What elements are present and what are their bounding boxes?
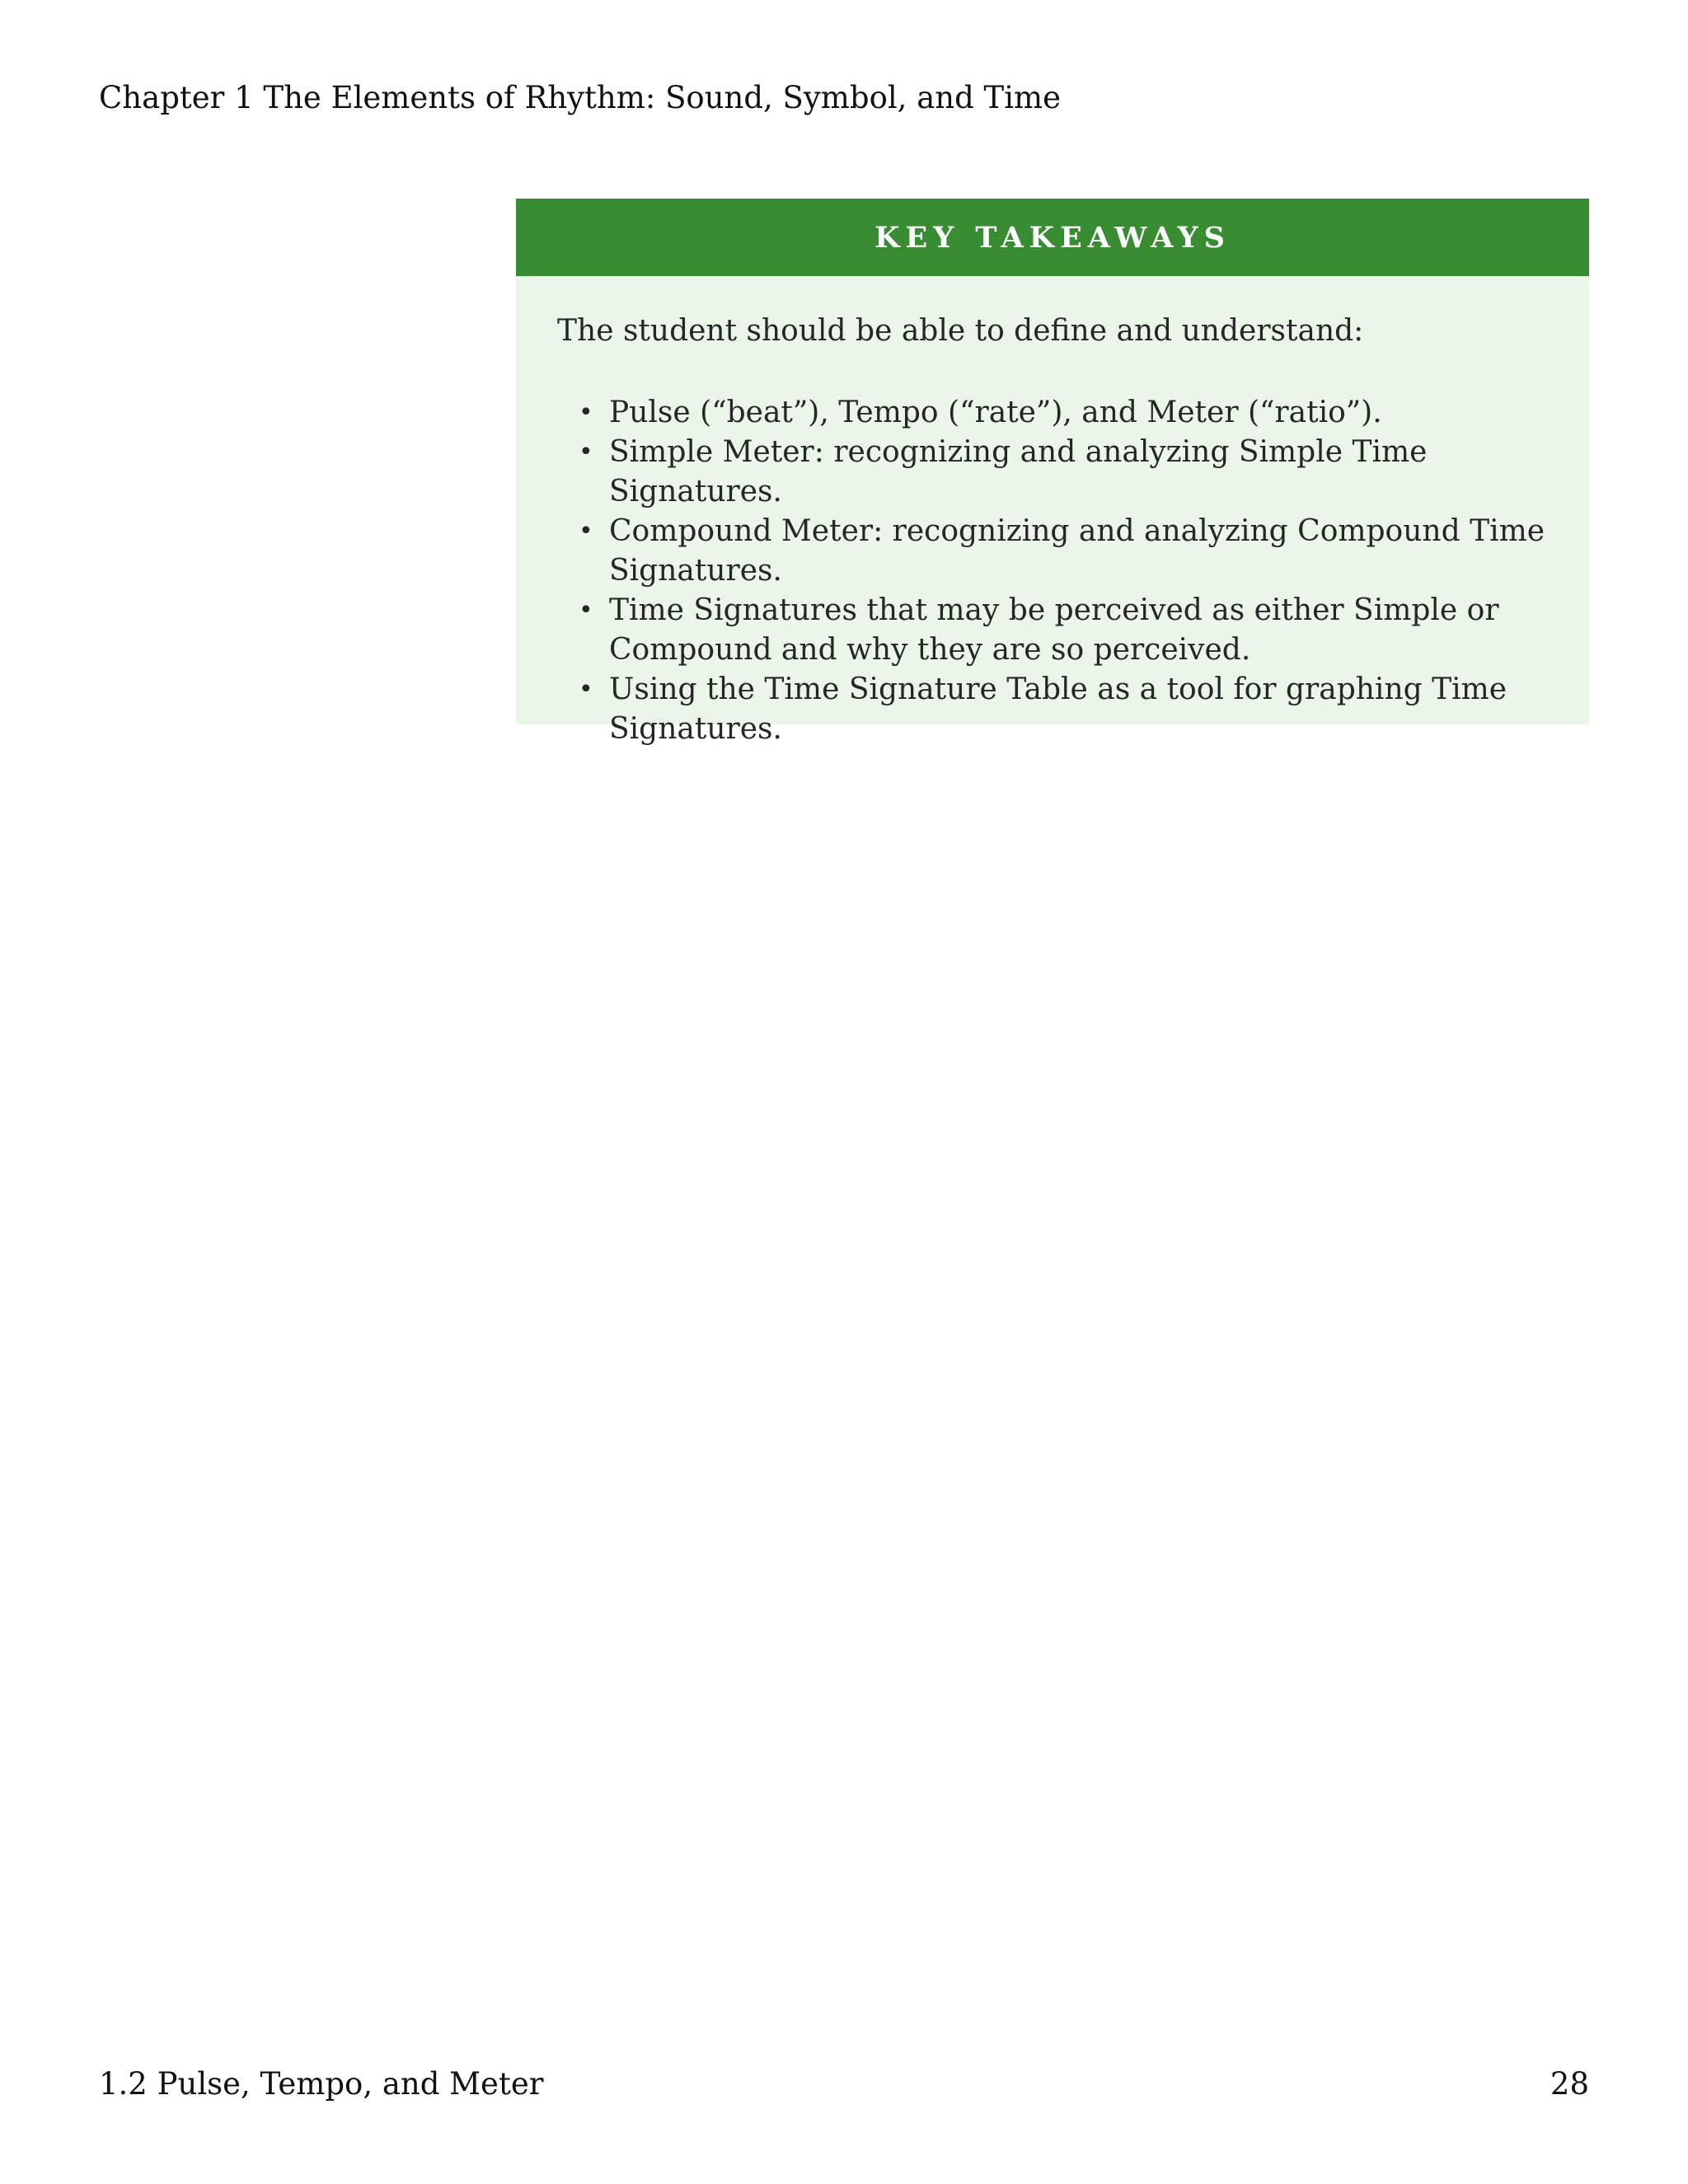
footer-section-title: 1.2 Pulse, Tempo, and Meter — [99, 2066, 544, 2102]
takeaway-item-pulse-tempo-meter: • Pulse (“beat”), Tempo (“rate”), and Meter (“ratio”). — [557, 393, 1554, 433]
takeaway-item-simple-meter: • Simple Meter: recognizing and analyzing Simple Time Signatures. — [557, 433, 1554, 512]
takeaway-item-ambiguous-signatures: • Time Signatures that may be perceived as either Simple or Compound and why they are so perceived. — [557, 591, 1554, 670]
takeaway-item-compound-meter: • Compound Meter: recognizing and analyzing Compound Time Signatures. — [557, 512, 1554, 591]
key-takeaways-box — [516, 199, 1589, 746]
takeaway-item-time-signature-table: • Using the Time Signature Table as a tool for graphing Time Signatures. — [557, 670, 1554, 749]
page-number: 28 — [1550, 2066, 1589, 2102]
key-takeaways-intro: The student should be able to define and understand: — [557, 314, 1364, 348]
running-header-chapter-title: Chapter 1 The Elements of Rhythm: Sound, Symbol, and Time — [99, 80, 1062, 115]
key-takeaways-heading: KEY TAKEAWAYS — [516, 199, 1589, 276]
key-takeaways-list — [557, 393, 1554, 749]
